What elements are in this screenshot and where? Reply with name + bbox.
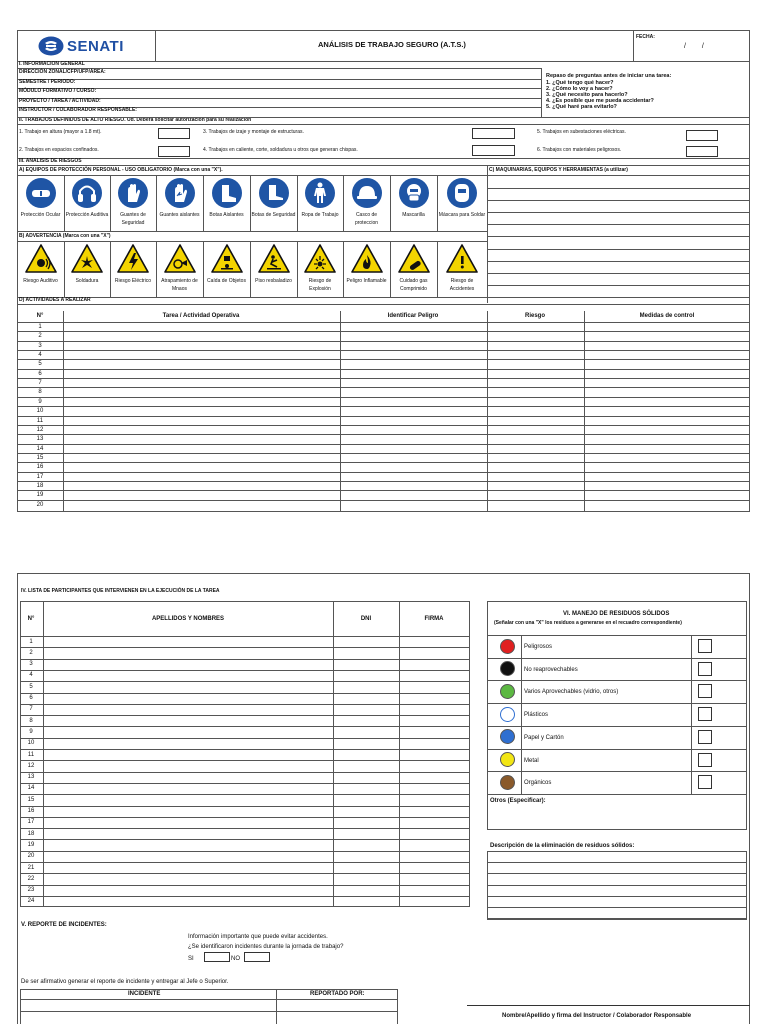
participant-row-number: 6 (29, 695, 33, 701)
ear-protection-icon (71, 177, 103, 209)
participant-row-number: 23 (27, 887, 35, 894)
col-reportado: REPORTADO POR: (310, 991, 365, 997)
participant-row-number: 1 (29, 638, 33, 645)
participant-name-cell[interactable] (44, 760, 333, 771)
epp-label: Botas de Seguridad (251, 212, 296, 218)
hard-hat-icon (351, 177, 383, 209)
high-risk-checkbox-5[interactable] (686, 130, 718, 141)
participants-header: DNI (360, 616, 372, 622)
participant-name-cell[interactable] (44, 681, 333, 692)
general-field-label: SEMESTRE / PERIODO: (19, 78, 76, 85)
activity-header: Riesgo (524, 313, 546, 319)
participant-row-number: 20 (27, 853, 35, 860)
activity-row-number: 16 (36, 464, 44, 471)
noise-hazard-icon (25, 243, 57, 275)
warning-label: Cuidado gas Comprimido (399, 278, 428, 292)
participants-header: N° (27, 616, 35, 622)
participant-row-number: 4 (29, 672, 33, 679)
waste-color-dot (500, 775, 515, 790)
activity-header: Tarea / Actividad Operativa (162, 313, 240, 319)
participant-row-number: 10 (27, 740, 35, 747)
col-incidente: INCIDENTE (128, 991, 161, 997)
senati-logo-icon (38, 36, 64, 56)
participant-row-number: 7 (29, 706, 33, 713)
epp-label: Máscara para Soldar (438, 212, 486, 218)
participant-name-cell[interactable] (44, 704, 333, 715)
participant-name-cell[interactable] (44, 749, 333, 760)
waste-color-dot (500, 707, 515, 722)
activities-title: D) ACTIVIDADES A REALIZAR (19, 297, 91, 303)
welding-mask-icon (446, 177, 478, 209)
compressed-gas-icon (398, 243, 430, 275)
activity-row-number: 10 (36, 408, 44, 415)
waste-checkbox-5[interactable] (698, 730, 712, 744)
waste-checkbox-1[interactable] (698, 639, 712, 653)
participant-row-number: 21 (27, 864, 35, 871)
activity-header: N° (36, 313, 44, 319)
activity-row-number: 13 (36, 436, 44, 443)
warning-label: Riesgo Eléctrico (114, 278, 152, 284)
participant-name-cell[interactable] (44, 659, 333, 670)
participant-row-number: 8 (29, 717, 33, 724)
work-clothes-icon (304, 177, 336, 209)
general-field-label: PROYECTO / TAREA / ACTIVIDAD: (19, 97, 101, 104)
participant-row-number: 13 (27, 774, 35, 781)
activity-row-number: 20 (36, 501, 44, 508)
waste-label: Peligrosos (524, 644, 553, 650)
participant-name-cell[interactable] (44, 794, 333, 805)
epp-title: A) EQUIPOS DE PROTECCIÓN PERSONAL - USO OBLIGATORIO (Marca con una "X"). (19, 167, 223, 173)
activity-row-number: 3 (38, 342, 42, 349)
activity-row-number: 19 (36, 492, 44, 499)
epp-label: Guantes aislantes (159, 212, 200, 218)
high-risk-checkbox-3[interactable] (472, 128, 515, 139)
participant-row-number: 19 (27, 841, 35, 848)
participant-row-number: 11 (27, 751, 35, 758)
activity-header: Medidas de control (639, 313, 695, 319)
slippery-floor-icon (258, 243, 290, 275)
fecha-label: FECHA: (636, 34, 655, 40)
incidents-question: ¿Se identificaron incidentes durante la jornada de trabajo? (188, 944, 344, 950)
waste-label: Papel y Cartón (524, 734, 564, 741)
warning-label: Caída de Objetos (207, 278, 246, 284)
participant-row-number: 17 (27, 819, 35, 826)
activity-row-number: 9 (38, 398, 42, 405)
activity-row-number: 18 (36, 482, 44, 489)
participant-name-cell[interactable] (44, 896, 333, 907)
waste-title: VI. MANEJO DE RESIDUOS SÓLIDOS (563, 611, 670, 617)
participant-name-cell[interactable] (44, 636, 333, 647)
epp-label: Protección Ocular (20, 212, 61, 218)
waste-color-dot (500, 684, 515, 699)
high-risk-checkbox-1[interactable] (158, 128, 190, 139)
participant-name-cell[interactable] (44, 828, 333, 839)
high-risk-item: 1. Trabajo en altura (mayor a 1.8 mt). (19, 129, 102, 135)
participant-name-cell[interactable] (44, 806, 333, 817)
activity-row-number: 5 (38, 361, 42, 368)
waste-checkbox-4[interactable] (698, 707, 712, 721)
insulating-gloves-icon (164, 177, 196, 209)
safety-gloves-icon (117, 177, 149, 209)
high-risk-item: 3. Trabajos de izaje y montaje de estructuras. (203, 129, 304, 135)
participant-name-cell[interactable] (44, 726, 333, 737)
waste-label: Orgánicos (524, 780, 552, 787)
warning-label: Riesgo de Explosión (308, 278, 332, 292)
senati-logo (38, 36, 128, 56)
participant-name-cell[interactable] (44, 670, 333, 681)
welding-hazard-icon (71, 243, 103, 275)
warning-label: Riesgo Auditivo (23, 278, 58, 284)
safety-goggles-icon (25, 177, 57, 209)
incidents-title: V. REPORTE DE INCIDENTES: (21, 922, 107, 928)
participants-header: FIRMA (424, 616, 444, 622)
participants-title: IV. LISTA DE PARTICIPANTES QUE INTERVIENEN EN LA EJECUCIÓN DE LA TAREA (21, 588, 220, 594)
repaso-question: 1. ¿Qué tengo qué hacer? (546, 80, 614, 86)
machines-title: C) MAQUINARIAS, EQUIPOS Y HERRAMIENTAS (a utilizar) (489, 167, 628, 173)
epp-label: Guantes de Seguridad (120, 212, 146, 226)
warning-label: Peligro Inflamable (346, 278, 387, 284)
high-risk-checkbox-2[interactable] (158, 146, 190, 157)
warning-title: B) ADVERTENCIA (Marca con una "X") (19, 233, 111, 239)
activity-row-number: 4 (38, 352, 42, 359)
explosion-hazard-icon (304, 243, 336, 275)
waste-label: Plásticos (524, 712, 549, 719)
activity-header: Identificar Peligro (387, 313, 439, 319)
participant-name-cell[interactable] (44, 817, 333, 828)
activity-row-number: 15 (36, 454, 44, 461)
participant-row-number: 24 (27, 898, 35, 905)
safety-boots-icon (258, 177, 290, 209)
activity-row-number: 14 (36, 445, 44, 452)
participant-name-cell[interactable] (44, 783, 333, 794)
no-label: NO (231, 956, 240, 962)
form-title: ANÁLISIS DE TRABAJO SEGURO (A.T.S.) (318, 40, 466, 49)
incidents-info: Información importante que puede evitar accidentes. (188, 934, 328, 940)
participant-name-cell[interactable] (44, 851, 333, 862)
flammable-hazard-icon (351, 243, 383, 275)
repaso-question: 4. ¿Es posible que me pueda accidentar? (546, 98, 654, 104)
general-field-label: MÓDULO FORMATIVO / CURSO: (19, 88, 97, 95)
participant-name-cell[interactable] (44, 772, 333, 783)
waste-otros-label: Otros (Especificar): (490, 798, 546, 804)
epp-label: Casco de proteccion (354, 212, 379, 226)
activity-row-number: 12 (36, 426, 44, 433)
repaso-question: 2. ¿Cómo lo voy a hacer? (546, 86, 613, 92)
participant-row-number: 3 (29, 661, 33, 668)
warning-label: Piso resbaladizo (255, 278, 292, 284)
waste-label: Varios Aprovechables (vidrio, otros) (524, 689, 619, 696)
epp-label: Mascarilla (402, 212, 425, 218)
waste-description-label: Descripción de la eliminación de residuos sólidos: (490, 843, 635, 849)
activity-row-number: 7 (38, 380, 42, 387)
high-risk-item: 4. Trabajos en caliente, corte, soldadura u otros que generan chispas. (203, 147, 358, 153)
section-analysis-title: III. ANALISIS DE RIESGOS (19, 158, 82, 164)
participant-name-cell[interactable] (44, 873, 333, 884)
si-label: SI (188, 956, 194, 962)
participant-name-cell[interactable] (44, 839, 333, 850)
waste-checkbox-2[interactable] (698, 662, 712, 676)
participant-name-cell[interactable] (44, 738, 333, 749)
participant-row-number: 15 (27, 796, 35, 803)
hand-crush-hazard-icon (164, 243, 196, 275)
repaso-question: 3. ¿Qué necesito para hacerlo? (546, 92, 628, 98)
general-warning-icon (446, 243, 478, 275)
participant-name-cell[interactable] (44, 715, 333, 726)
signature-label: Nombre/Apellido y firma del Instructor / Colaborador Responsable (502, 1013, 692, 1019)
high-risk-item: 5. Trabajos en subestaciones eléctricas. (537, 129, 626, 135)
epp-label: Ropa de Trabajo (301, 212, 339, 218)
warning-label: Soldadura (75, 278, 99, 284)
si-checkbox[interactable] (204, 952, 230, 962)
warning-label: Riesgo de Accidentes (449, 278, 475, 292)
participant-row-number: 22 (27, 875, 35, 882)
activity-row-number: 11 (36, 417, 44, 424)
high-risk-item: 6. Trabajos con materiales peligrosos. (537, 147, 622, 153)
repaso-question: 5. ¿Qué haré para evitarlo? (546, 104, 617, 110)
general-field-label: INSTRUCTOR / COLABORADOR RESPONSABLE: (19, 107, 137, 114)
waste-subtitle: (Señalar con una "X" los residuos a generarse en el recuadro correspondiente) (494, 620, 682, 626)
activity-row-number: 2 (38, 333, 42, 340)
warning-label: Atrapamiento de Mnaos (161, 278, 198, 292)
respirator-mask-icon (398, 177, 430, 209)
participant-name-cell[interactable] (44, 862, 333, 873)
repaso-title: Repaso de preguntas antes de iniciar una tarea: (546, 73, 672, 79)
waste-label: No reaprovechables (524, 666, 578, 673)
incidents-note: De ser afirmativo generar el reporte de incidente y entregar al Jefe o Superior. (21, 979, 229, 985)
waste-checkbox-3[interactable] (698, 684, 712, 698)
participant-row-number: 16 (27, 808, 35, 814)
waste-color-dot (500, 752, 515, 767)
falling-objects-icon (211, 243, 243, 275)
waste-checkbox-7[interactable] (698, 775, 712, 789)
high-risk-checkbox-4[interactable] (472, 145, 515, 156)
participant-row-number: 18 (27, 830, 35, 837)
activity-row-number: 17 (36, 473, 44, 480)
participant-name-cell[interactable] (44, 885, 333, 896)
activity-row-number: 1 (38, 324, 42, 330)
section-general-title: I. INFORMACION GENERAL (19, 61, 85, 67)
fecha-value[interactable]: / / (684, 43, 704, 50)
activity-row-number: 8 (38, 389, 42, 396)
logo-text: SENATI (67, 38, 124, 55)
activity-row-number: 6 (38, 370, 42, 377)
participant-row-number: 2 (29, 649, 33, 656)
participants-header: APELLIDOS Y NOMBRES (151, 616, 225, 622)
section-high-risk-title: II. TRABAJOS DEFINIDOS DE ALTO RIESGO. Ud. Deberá solicitar autorización para su realización (19, 117, 252, 123)
high-risk-item: 2. Trabajos en espacios confinados. (19, 147, 99, 153)
participant-name-cell[interactable] (44, 693, 333, 704)
high-risk-checkbox-6[interactable] (686, 146, 718, 157)
epp-label: Botas Aislantes (209, 212, 244, 218)
epp-label: Protección Auditiva (65, 212, 109, 218)
no-checkbox[interactable] (244, 952, 270, 962)
participant-row-number: 14 (27, 785, 35, 792)
participant-name-cell[interactable] (44, 647, 333, 658)
participant-row-number: 5 (29, 683, 33, 690)
participant-row-number: 9 (29, 728, 33, 735)
waste-checkbox-6[interactable] (698, 753, 712, 767)
insulating-boots-icon (211, 177, 243, 209)
waste-label: Metal (524, 757, 539, 764)
waste-color-dot (500, 639, 515, 654)
participant-row-number: 12 (27, 762, 35, 769)
electric-hazard-icon (117, 243, 149, 275)
general-field-label: DIRECCIÓN ZONAL/CFP/UFP/ÁREA: (19, 69, 106, 75)
